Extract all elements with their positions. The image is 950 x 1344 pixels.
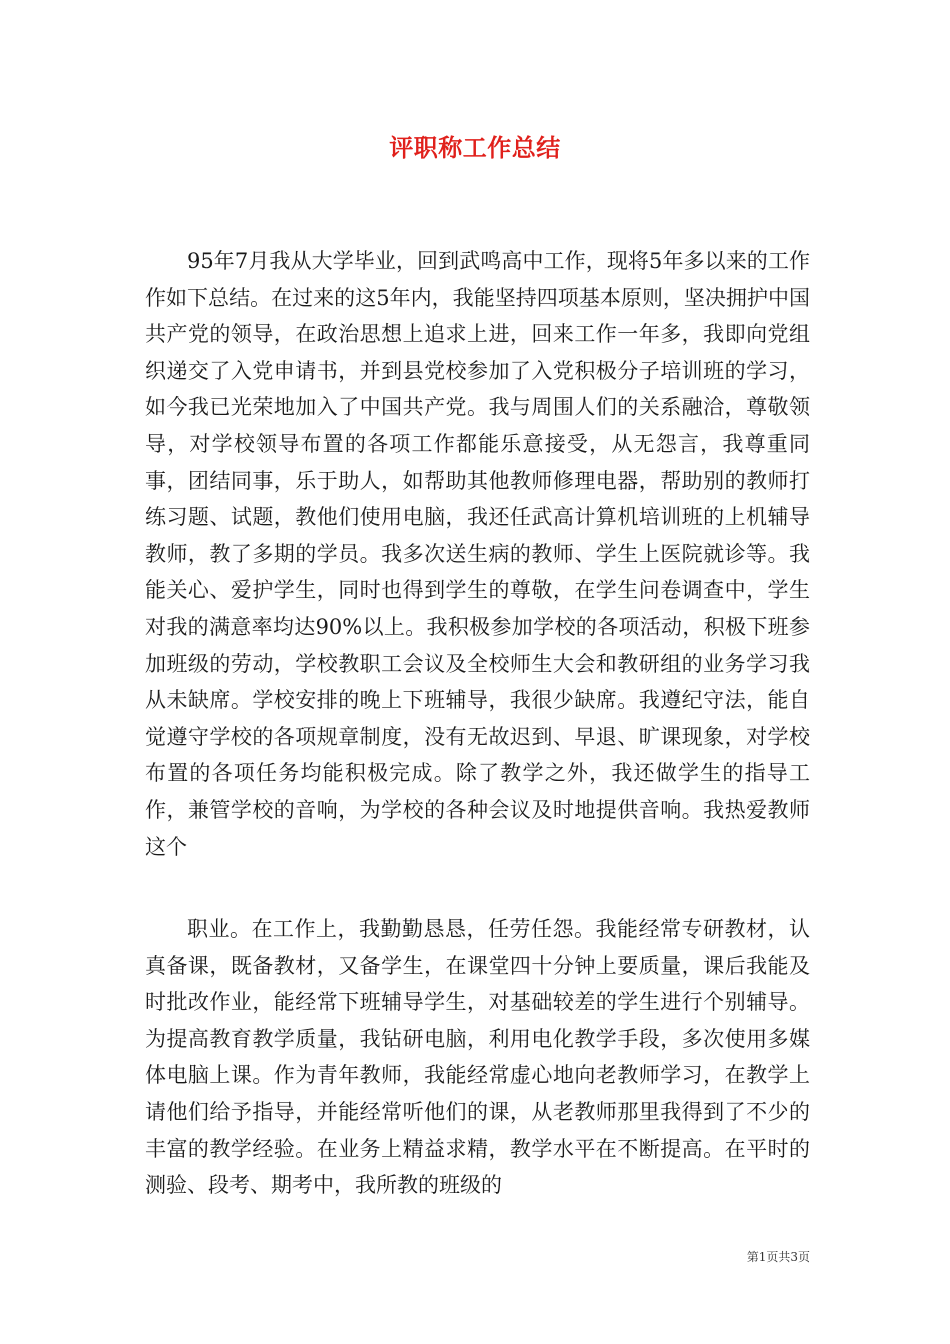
body-paragraph-2: 职业。在工作上，我勤勤恳恳，任劳任怨。我能经常专研教材，认真备课，既备教材，又备学生，在课堂四十分钟上要质量，课后我能及时批改作业，能经常下班辅导学生，对基础较差的学生进行个别辅导。为提高教育教学质量，我钻研电脑，利用电化教学手段，多次使用多媒体电脑上课。作为青年教师，我能经常虚心地向老教师学习，在教学上请他们给予指导，并能经常听他们的课，从老教师那里我得到了不少的丰富的教学经验。在业务上精益求精，教学水平在不断提高。在平时的测验、段考、期考中，我所教的班级的: [145, 917, 810, 1198]
body-paragraph-1: 95年7月我从大学毕业，回到武鸣高中工作，现将5年多以来的工作作如下总结。在过来的这5年内，我能坚持四项基本原则，坚决拥护中国共产党的领导，在政治思想上追求上进，回来工作一年多，我即向党组织递交了入党申请书，并到县党校参加了入党积极分子培训班的学习，如今我已光荣地加入了中国共产党。我与周围人们的关系融洽，尊敬领导，对学校领导布置的各项工作都能乐意接受，从无怨言，我尊重同事，团结同事，乐于助人，如帮助其他教师修理电器，帮助别的教师打练习题、试题，教他们使用电脑，我还任武高计算机培训班的上机辅导教师，教了多期的学员。我多次送生病的教师、学生上医院就诊等。我能关心、爱护学生，同时也得到学生的尊敬，在学生问卷调查中，学生对我的满意率均达90%以上。我积极参加学校的各项活动，积极下班参加班级的劳动，学校教职工会议及全校师生大会和教研组的业务学习我从未缺席。学校安排的晚上下班辅导，我很少缺席。我遵纪守法，能自觉遵守学校的各项规章制度，没有无故迟到、早退、旷课现象，对学校布置的各项任务均能积极完成。除了教学之外，我还做学生的指导工作，兼管学校的音响，为学校的各种会议及时地提供音响。我热爱教师这个: [145, 249, 810, 859]
page-number: 第1页共3页: [746, 1250, 810, 1264]
document-title: 评职称工作总结: [389, 133, 561, 162]
